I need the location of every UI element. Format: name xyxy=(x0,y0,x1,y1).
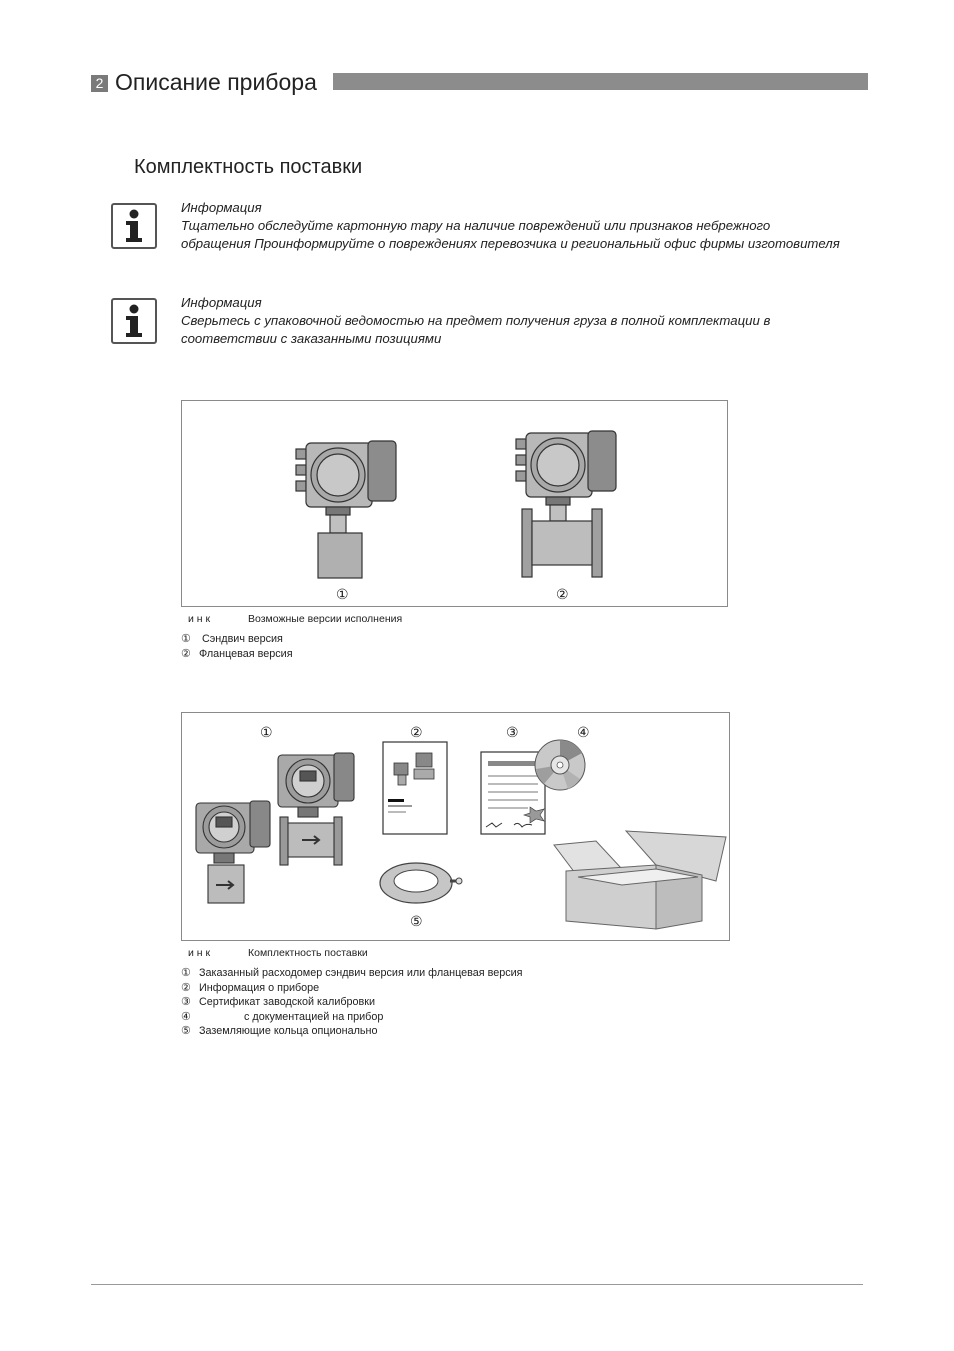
legend-item: ⑤ Заземляющие кольца опционально xyxy=(181,1025,378,1037)
figure-caption: Возможные версии исполнения xyxy=(248,613,403,625)
figure-versions xyxy=(181,400,728,607)
info-icon xyxy=(111,203,157,249)
info-body: Сверьтесь с упаковочной ведомостью на предмет получения груза в полной комплектации в соответствии с заказанными позициями xyxy=(181,313,771,346)
callout-5: ⑤ xyxy=(410,913,423,929)
figure-caption: Комплектность поставки xyxy=(248,947,368,959)
chapter-number: 2 xyxy=(91,75,108,92)
figure-prefix: и н к xyxy=(188,947,211,959)
legend-item: ① Сэндвич версия xyxy=(181,633,283,645)
info-block-1 xyxy=(181,199,841,253)
callout-1: ① xyxy=(260,724,273,740)
flowmeters-illustration xyxy=(190,751,360,907)
grounding-ring-illustration xyxy=(378,859,464,905)
section-title: Комплектность поставки xyxy=(134,156,363,178)
callout-3: ③ xyxy=(506,724,519,740)
info-heading: Информация xyxy=(181,200,262,215)
figure-delivery-contents xyxy=(181,712,730,941)
info-heading: Информация xyxy=(181,295,262,310)
figure-prefix: и н к xyxy=(188,613,211,625)
info-icon xyxy=(111,298,157,344)
legend-item: ① Заказанный расходомер сэндвич версия или фланцевая версия xyxy=(181,967,523,979)
figure-legend xyxy=(181,632,293,661)
cd-icon xyxy=(534,739,586,791)
legend-item: ③ Сертификат заводской калибровки xyxy=(181,996,376,1008)
shipping-box-illustration xyxy=(552,825,730,933)
sandwich-flowmeter-illustration xyxy=(292,439,402,581)
callout-2: ② xyxy=(556,586,569,602)
flanged-flowmeter-illustration xyxy=(514,429,624,581)
footer-divider xyxy=(91,1284,863,1285)
callout-4: ④ xyxy=(577,724,590,740)
info-block-2 xyxy=(181,294,841,348)
legend-item: ② Информация о приборе xyxy=(181,981,320,994)
callout-1: ① xyxy=(336,586,349,602)
figure-legend xyxy=(181,966,523,1039)
booklet-illustration xyxy=(382,741,448,835)
info-body: Тщательно обследуйте картонную тару на наличие повреждений или признаков небрежного обращения Проинформируйте о повреждениях перевозчика и региональный офис фирмы изготовителя xyxy=(181,218,840,251)
legend-item: ② Фланцевая версия xyxy=(181,647,293,660)
callout-2: ② xyxy=(410,724,423,740)
chapter-header-bar xyxy=(333,73,868,90)
legend-item: ④ с документацией на прибор xyxy=(181,1010,384,1023)
chapter-title: Описание прибора xyxy=(115,69,317,95)
